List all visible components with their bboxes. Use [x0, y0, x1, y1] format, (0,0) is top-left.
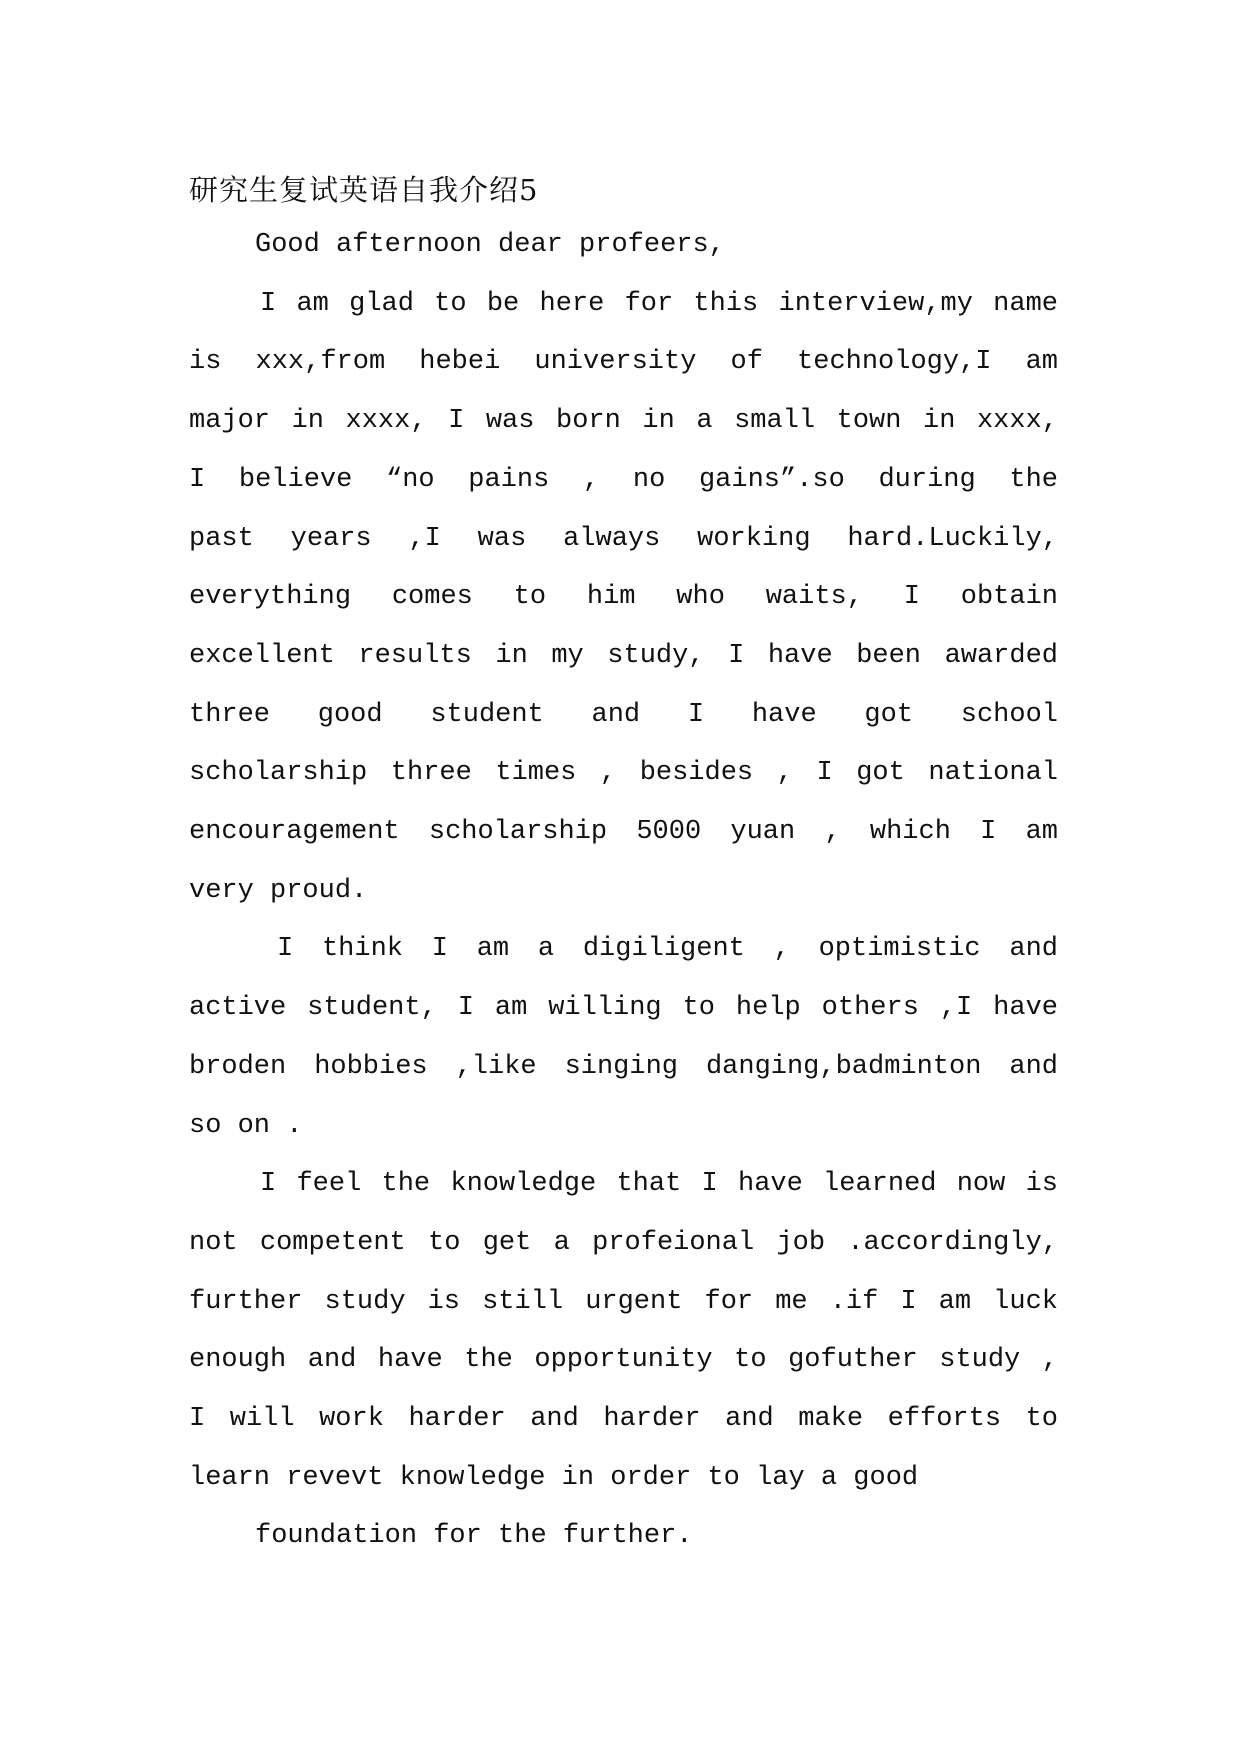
text-line: learn revevt knowledge in order to lay a good	[189, 1462, 919, 1493]
text-line: is xxx,from hebei university of technology,I am	[189, 347, 1058, 378]
text-line: enough and have the opportunity to gofuther study ,	[189, 1345, 1058, 1376]
text-line: foundation for the further.	[255, 1521, 693, 1552]
text-line: not competent to get a profeional job .accordingly,	[189, 1227, 1058, 1258]
text-line: I believe “no pains , no gains”.so during the	[189, 464, 1058, 495]
text-line: past years ,I was always working hard.Luckily,	[189, 523, 1058, 554]
text-line: major in xxxx, I was born in a small town in xxxx,	[189, 406, 1058, 437]
text-line: I feel the knowledge that I have learned now is	[260, 1169, 1058, 1200]
text-line: active student, I am willing to help others ,I have	[189, 993, 1058, 1024]
text-line: I think I am a digiligent , optimistic and	[277, 934, 1058, 965]
text-line: Good afternoon dear profeers,	[255, 230, 725, 260]
text-line: encouragement scholarship 5000 yuan , which I am	[189, 817, 1058, 847]
document-title: 研究生复试英语自我介绍5	[189, 173, 539, 207]
text-line: further study is still urgent for me .if I am luck	[189, 1286, 1058, 1317]
text-line: excellent results in my study, I have been awarded	[189, 640, 1058, 671]
text-line: scholarship three times , besides , I got national	[189, 758, 1058, 789]
text-line: broden hobbies ,like singing danging,badminton and	[189, 1051, 1058, 1082]
text-line: everything comes to him who waits, I obtain	[189, 582, 1058, 613]
text-line: I am glad to be here for this interview,my name	[260, 288, 1058, 319]
text-line: three good student and I have got school	[189, 699, 1058, 730]
text-line: very proud.	[189, 875, 368, 906]
text-line: so on .	[189, 1110, 303, 1141]
text-line: I will work harder and harder and make efforts to	[189, 1404, 1058, 1434]
